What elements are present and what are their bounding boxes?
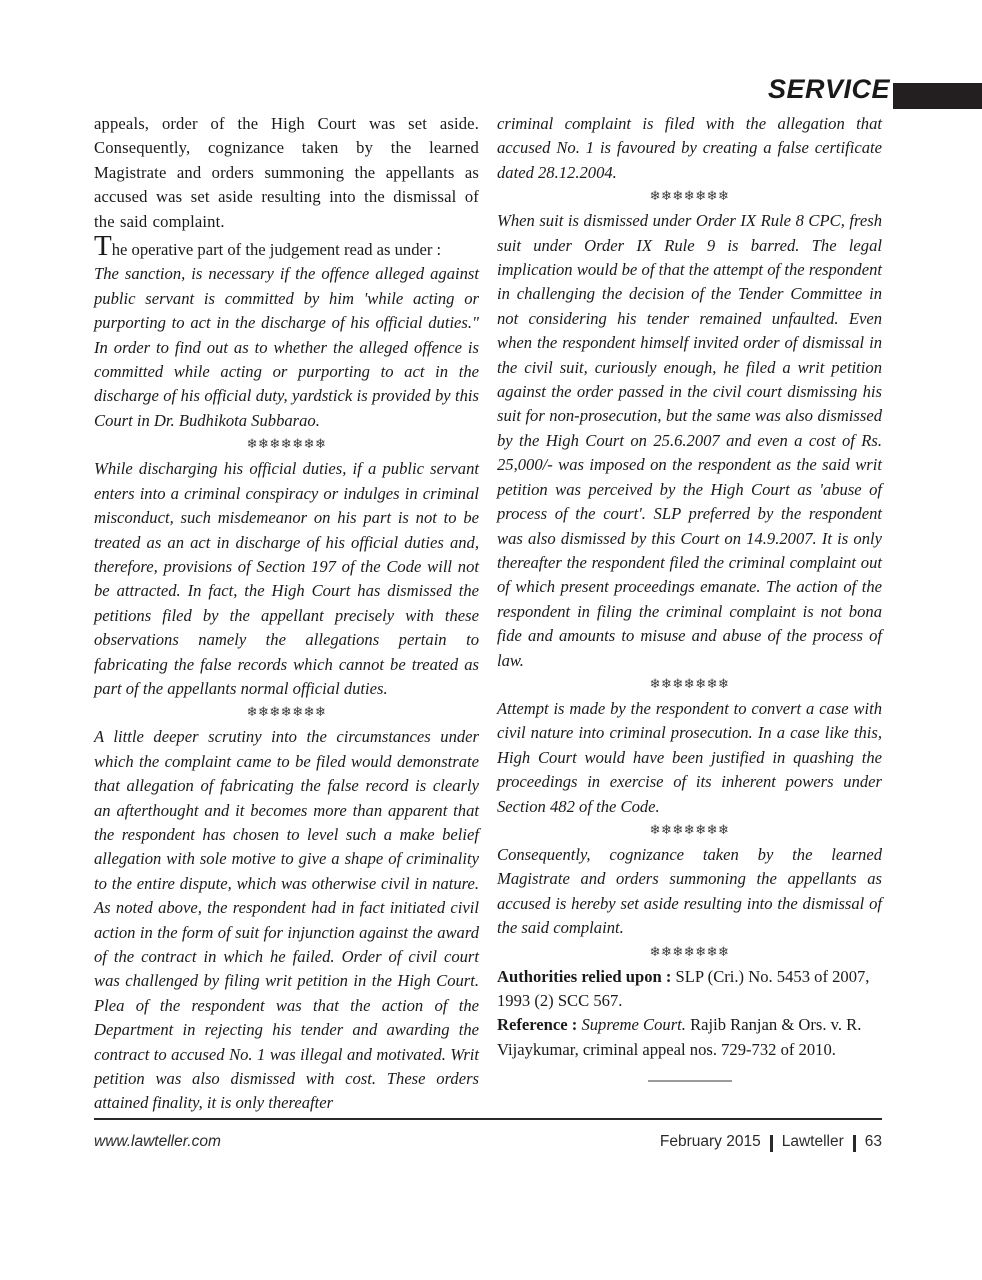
right-column [497,112,882,1082]
reference-court: Supreme Court. [577,1015,686,1035]
quote-discharging-duties: While discharging his official duties, if a public servant enters into a criminal conspiracy or indulges in criminal misconduct, such misdemeanor on his part is not to be treated as an act in discharge of his official duties and, therefore, provisions of Section 197 of the Code will not be attracted. In fact, the High Court has dismissed the petitions filed by the appellant precisely with these observations namely the allegations pertain to fabricating the false records which cannot be treated as part of the appellants normal official duties. [94,459,479,698]
quote-consequently-cognizance: Consequently, cognizance taken by the learned Magistrate and orders summoning the appellants as accused is hereby set aside resulting into the dismissal of the said complaint. [497,844,882,938]
footer-publication-name: Lawteller [781,1133,844,1150]
asterisk-divider: ❄❄❄❄❄❄❄ [649,189,730,205]
article-columns [94,112,882,1113]
reference-value: Rajib Ranjan & Ors. v. R. Vijaykumar, criminal appeal nos. 729-732 of 2010. [497,1015,862,1059]
drop-cap-letter: T [94,230,112,263]
quote-criminal-complaint-continued: criminal complaint is filed with the allegation that accused No. 1 is favoured by creating a false certificate dated 28.12.2004. [497,114,882,182]
asterisk-divider: ❄❄❄❄❄❄❄ [246,437,327,453]
footer-website[interactable]: www.lawteller.com [94,1133,221,1150]
asterisk-divider: ❄❄❄❄❄❄❄ [649,676,730,692]
authorities-relied-upon [497,965,882,1014]
paragraph-operative-text: he operative part of the judgement read as under : [111,240,442,260]
section-title: SERVICE [767,74,890,104]
authorities-value: SLP (Cri.) No. 5453 of 2007, 1993 (2) SCC 567. [497,966,870,1010]
reference-line [497,1013,882,1062]
quote-order-ix-rule: When suit is dismissed under Order IX Rule 8 CPC, fresh suit under Order IX Rule 9 is barred. The legal implication would be of that the attempt of the respondent in challenging the decision of the Tender Committee in not considering his tender remained unfaulted. Even when the respondent himself invited order of dismissal in the civil suit, curiously enough, he filed a writ petition against the order passed in the civil court dismissing his suit for non-prosecution, but the same was also dismissed by the High Court on 25.6.2007 and even a cost of Rs. 25,000/- was imposed on the respondent as the said writ petition was perceived by the High Court as 'abuse of process of the court'. SLP preferred by the respondent was also dismissed by this Court on 14.9.2007. It is only thereafter the respondent filed the criminal complaint out of which present proceedings emanate. The action of the respondent in filing the criminal complaint is not bona fide and amounts to misuse and abuse of the process of law. [497,211,882,670]
quote-sanction: The sanction, is necessary if the offence alleged against public servant is committed by him 'while acting or purporting to act in the discharge of his official duties." In order to find out as to whether the alleged offence is committed while acting or purporting to act in the discharge of his official duty, yardstick is provided by this Court in Dr. Budhikota Subbarao. [94,264,479,430]
section-end-rule [648,1080,732,1082]
header-black-bar [893,83,982,109]
quote-attempt-civil-to-criminal: Attempt is made by the respondent to convert a case with civil nature into criminal prosecution. In a case like this, High Court would have been justified in quashing the proceedings in exercise of its inherent powers under Section 482 of the Code. [497,698,882,816]
paragraph-continued: appeals, order of the High Court was set aside. Consequently, cognizance taken by the learned Magistrate and orders summoning the appellants as accused was set aside resulting into the dismissal of the said complaint. [94,114,479,231]
footer-issue-info [660,1133,882,1151]
paragraph-operative-part [94,230,479,263]
page-header [94,74,982,114]
footer-separator-bar [853,1135,856,1152]
quote-deeper-scrutiny: A little deeper scrutiny into the circumstances under which the complaint came to be filed would demonstrate that allegation of fabricating the false record is clearly an afterthought and it becomes more than apparent that the respondent has chosen to level such a make belief allegation with sole motive to give a shape of criminality to the entire dispute, which was otherwise civil in nature. As noted above, the respondent had in fact initiated civil action in the form of suit for injunction against the award of the contract in which he failed. Order of civil court was challenged by filing writ petition in the High Court. Plea of the respondent was that the action of the Department in rejecting his tender and awarding the contract to accused No. 1 was illegal and motivated. Writ petition was also dismissed with cost. These orders attained finality, it is only thereafter [94,727,479,1113]
asterisk-divider: ❄❄❄❄❄❄❄ [649,944,730,960]
footer-divider-rule [94,1118,882,1120]
footer-separator-bar [770,1135,773,1152]
reference-label: Reference : [497,1015,578,1035]
asterisk-divider: ❄❄❄❄❄❄❄ [649,822,730,838]
footer-page-number: 63 [864,1133,882,1150]
page-footer [94,1130,882,1160]
asterisk-divider: ❄❄❄❄❄❄❄ [246,705,327,721]
left-column [94,112,479,1116]
authorities-label: Authorities relied upon : [497,966,672,986]
footer-issue-date: February 2015 [659,1133,761,1150]
